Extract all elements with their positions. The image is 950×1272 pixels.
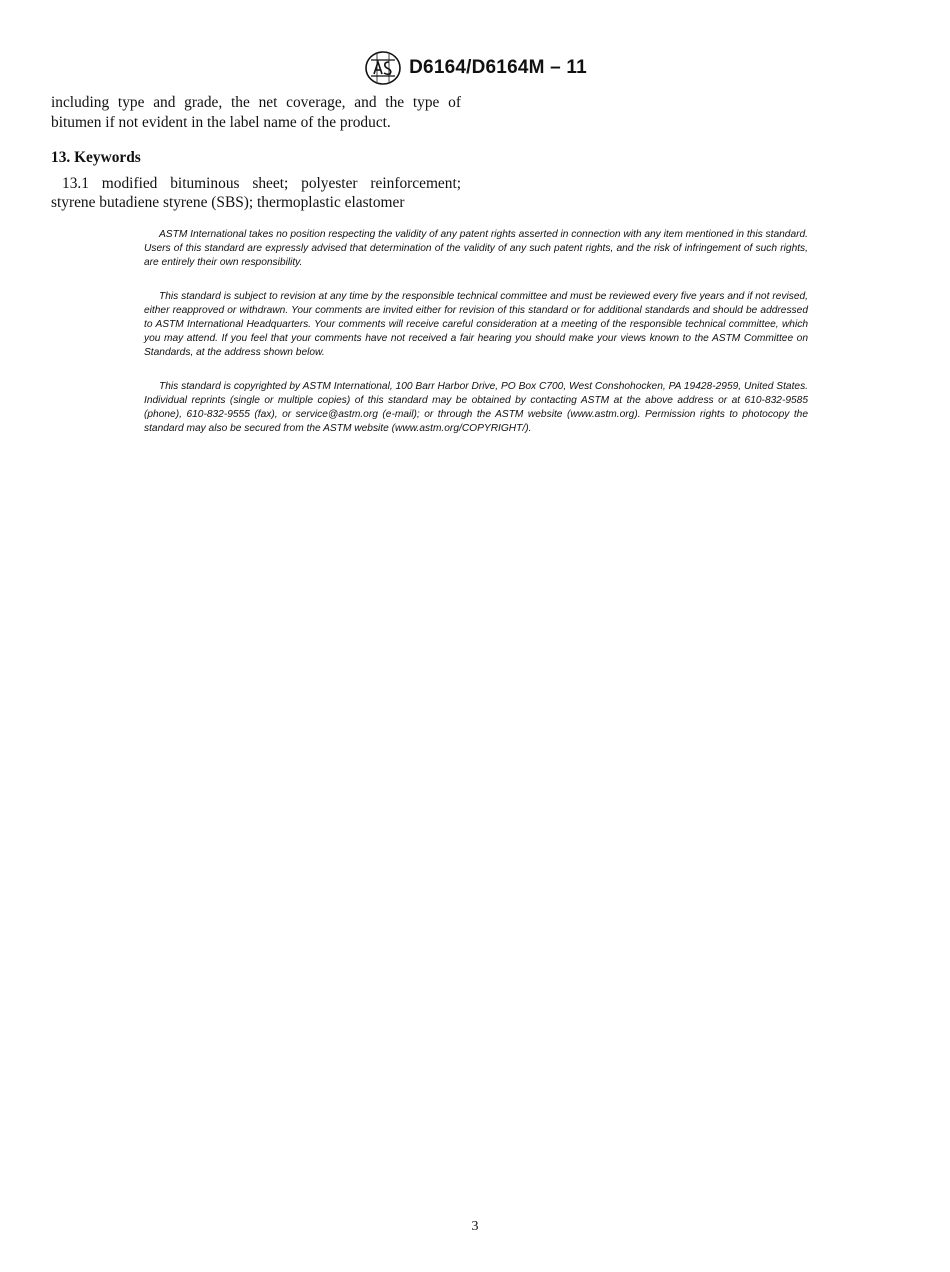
page-header [0,50,950,86]
section-heading-keywords: 13. Keywords [51,149,141,166]
page-number: 3 [471,1219,479,1234]
legal-notices [144,228,808,457]
keywords-paragraph: 13.1 modified bituminous sheet; polyester reinforcement; styrene butadiene styrene (SBS); thermoplastic elastomer [51,174,461,211]
patent-notice: ASTM International takes no position respecting the validity of any patent rights asserted in connection with any item mentioned in this standard. Users of this standard are expressly advised that determination of the validity of any such patent rights, and the risk of infringement of such rights, are entirely their own responsibility. [144,229,808,268]
copyright-notice: This standard is copyrighted by ASTM International, 100 Barr Harbor Drive, PO Box C700, West Conshohocken, PA 19428-2959, United States. Individual reprints (single or multiple copies) of this standard may be obtained by contacting ASTM at the above address or at 610-832-9585 (phone), 610-832-9555 (fax), or service@astm.org (e-mail); or through the ASTM website (www.astm.org). Permission rights to photocopy the standard may also be secured from the ASTM website (www.astm.org/COPYRIGHT/). [144,381,808,434]
astm-logo-icon [363,50,403,86]
standard-designation: D6164/D6164M – 11 [409,57,587,78]
continued-paragraph: including type and grade, the net coverage, and the type of bitumen if not evident in the label name of the product. [51,94,461,131]
revision-notice: This standard is subject to revision at any time by the responsible technical committee and must be reviewed every five years and if not revised, either reapproved or withdrawn. Your comments are invited either for revision of this standard or for additional standards and should be addressed to ASTM International Headquarters. Your comments will receive careful consideration at a meeting of the responsible technical committee, which you may attend. If you feel that your comments have not received a fair hearing you should make your views known to the ASTM Committee on Standards, at the address shown below. [144,291,808,358]
body-column [51,93,461,213]
